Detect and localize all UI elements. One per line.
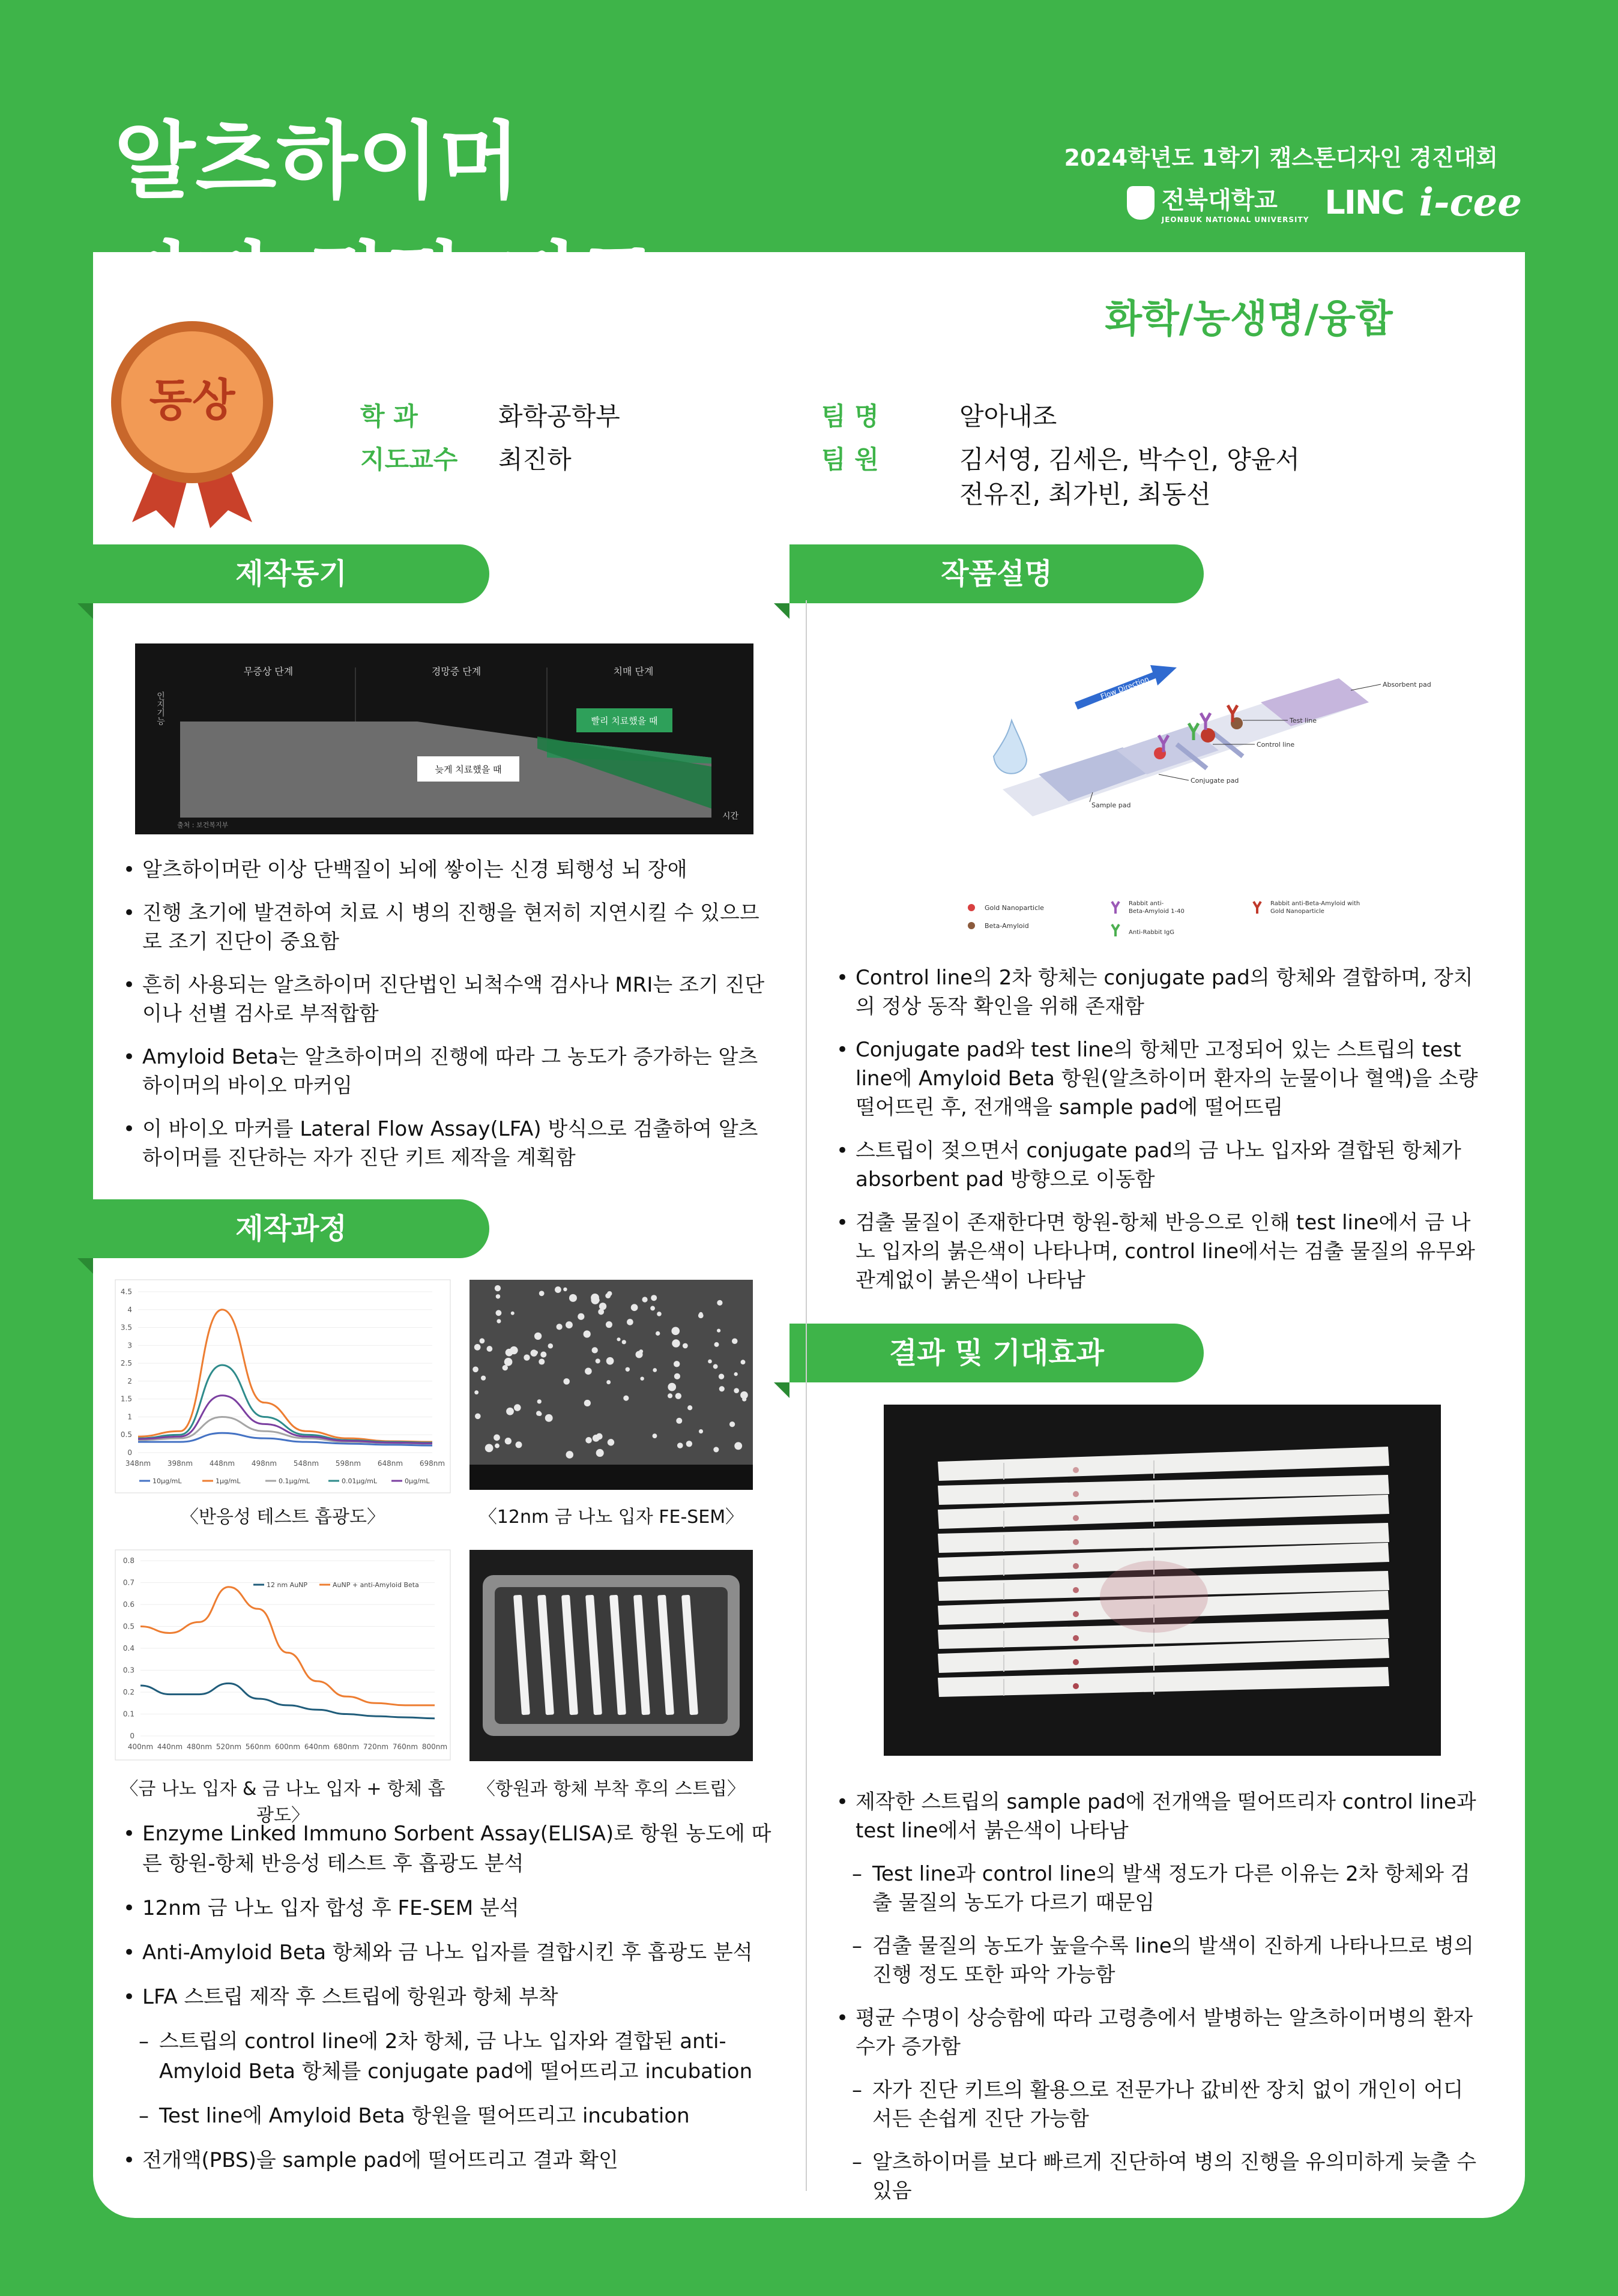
y-tick-label: 3 <box>127 1341 132 1350</box>
linc-logo: LINC <box>1324 184 1404 221</box>
sem-particle <box>626 1367 630 1372</box>
sem-particle <box>676 1418 682 1424</box>
description-list <box>836 963 1479 1309</box>
y-tick-label: 0.2 <box>122 1688 134 1696</box>
sem-particle <box>505 1438 512 1444</box>
anti-rabbit-igg-icon <box>1112 924 1119 936</box>
dept-value: 화학공학부 <box>498 402 620 431</box>
caption-absorbance: 〈반응성 테스트 흡광도〉 <box>181 1507 385 1528</box>
sem-particle <box>687 1405 692 1410</box>
sem-particle <box>734 1388 739 1393</box>
y-tick-label: 0 <box>127 1448 132 1457</box>
sem-particle <box>699 1429 703 1433</box>
caption-sem: 〈12nm 금 나노 입자 FE-SEM〉 <box>478 1507 744 1528</box>
absorbance-chart <box>115 1280 450 1493</box>
sem-particle <box>605 1293 611 1298</box>
sem-particle <box>495 1444 500 1448</box>
sem-particle <box>622 1340 626 1344</box>
caption-strips: 〈항원과 항체 부착 후의 스트립〉 <box>477 1779 745 1800</box>
sem-particle <box>741 1360 746 1364</box>
sem-particle <box>717 1300 722 1306</box>
members-label: 팀 원 <box>821 445 879 474</box>
sem-particle <box>606 1357 614 1365</box>
y-tick-label: 0.1 <box>122 1710 134 1719</box>
team-value: 알아내조 <box>959 402 1057 431</box>
list-sub-item: – 자가 진단 키트의 활용으로 전문가나 값비싼 장치 없이 개인이 어디서든 손쉽게 진단 가능함 <box>836 2076 1479 2133</box>
sem-particle <box>668 1393 672 1398</box>
strip-tray-photo <box>469 1550 753 1761</box>
sem-particle <box>674 1361 680 1367</box>
info-left <box>360 399 620 477</box>
legend-label: AuNP + anti-Amyloid Beta <box>333 1581 419 1589</box>
sem-particle <box>569 1294 577 1302</box>
sem-particle <box>506 1408 514 1415</box>
sem-particle <box>534 1351 538 1354</box>
bronze-medal-icon <box>96 318 288 534</box>
sem-particle <box>511 1312 515 1315</box>
x-tick-label: 800nm <box>421 1743 448 1751</box>
x-tick-label: 680nm <box>333 1743 360 1751</box>
sem-particle <box>608 1439 614 1445</box>
chart-source: 출처 : 보건복지부 <box>177 821 229 829</box>
logo-row <box>1127 180 1522 225</box>
sem-particle <box>686 1441 692 1447</box>
list-item: • LFA 스트립 제작 후 스트립에 항원과 항체 부착 <box>123 1982 783 2012</box>
sem-particle <box>557 1324 563 1330</box>
list-item: • 검출 물질이 존재한다면 항원-항체 반응으로 인해 test line에서 금 나노 입자의 붉은색이 나타나며, control line에서는 검출 물질의 유무와 관계없이 붉은색이 나타남 <box>836 1208 1479 1295</box>
early-treatment-label: 빨리 치료했을 때 <box>591 716 658 726</box>
sem-particle <box>584 1400 591 1406</box>
sem-particle <box>591 1294 599 1302</box>
sem-particle <box>674 1373 680 1379</box>
sem-particle <box>536 1411 541 1415</box>
sem-particle <box>545 1414 553 1422</box>
sem-particle <box>584 1330 591 1337</box>
sem-particle <box>475 1414 481 1420</box>
sem-particle <box>653 1433 657 1438</box>
title-line-1: 알츠하이머 <box>114 113 521 211</box>
gold-nanoparticle-icon <box>968 904 975 911</box>
sem-particle <box>593 1435 600 1442</box>
list-sub-item: – Test line과 control line의 발색 정도가 다른 이유는 2차 항체와 검출 물질의 농도가 다르기 때문임 <box>836 1860 1479 1917</box>
members-line-2: 전유진, 최가빈, 최동선 <box>959 480 1211 509</box>
list-sub-item: – Test line에 Amyloid Beta 항원을 떨어뜨리고 incubation <box>123 2101 783 2131</box>
sem-particle <box>585 1437 592 1444</box>
sem-particle <box>537 1399 542 1403</box>
list-item: • 평균 수명이 상승함에 따라 고령층에서 발병하는 알츠하이머병의 환자수가 증가함 <box>836 2004 1479 2061</box>
sem-particle <box>672 1339 680 1347</box>
sem-particle <box>539 1359 545 1365</box>
list-item: • 알츠하이머란 이상 단백질이 뇌에 쌓이는 신경 퇴행성 뇌 장애 <box>123 855 768 884</box>
list-item: • 스트립이 젖으면서 conjugate pad의 금 나노 입자와 결합된 항체가 absorbent pad 방향으로 이동함 <box>836 1136 1479 1194</box>
legend-antirabbit: Anti-Rabbit IgG <box>1129 929 1174 936</box>
sem-particle <box>698 1313 704 1318</box>
elisa-absorbance-chart <box>115 1550 450 1760</box>
legend-beta: Beta-Amyloid <box>985 922 1029 930</box>
sem-particle <box>539 1291 545 1296</box>
y-tick-label: 1.5 <box>120 1394 132 1403</box>
list-item: • 12nm 금 나노 입자 합성 후 FE-SEM 분석 <box>123 1893 783 1923</box>
sem-particle <box>653 1368 657 1372</box>
sem-particle <box>524 1354 530 1360</box>
list-sub-item: – 알츠하이머를 보다 빠르게 진단하여 병의 진행을 유의미하게 늦출 수 있음 <box>836 2148 1479 2205</box>
beta-amyloid-icon <box>968 922 975 929</box>
sem-particle <box>617 1337 620 1341</box>
control-line-label: Control line <box>1257 741 1295 749</box>
process-list <box>123 1819 783 2190</box>
sem-particle <box>640 1376 644 1380</box>
sem-particle <box>474 1344 481 1351</box>
x-tick-label: 448nm <box>209 1459 235 1468</box>
section-result: 결과 및 기대효과 <box>789 1324 1204 1382</box>
members-line-1: 김서영, 김세은, 박수인, 양윤서 <box>959 445 1300 474</box>
y-tick-label: 0.4 <box>122 1644 134 1653</box>
sem-particle <box>732 1338 738 1344</box>
x-tick-label: 480nm <box>186 1743 213 1751</box>
sem-particle <box>514 1404 521 1411</box>
y-tick-label: 4 <box>127 1305 132 1314</box>
sem-particle <box>719 1373 724 1379</box>
sem-particle <box>606 1380 611 1384</box>
stage-3: 치매 단계 <box>613 666 654 677</box>
column-divider <box>806 600 807 2191</box>
rabbit-antibody-icon <box>1112 902 1119 914</box>
x-tick-label: 398nm <box>167 1459 193 1468</box>
sem-particle <box>671 1327 680 1336</box>
control-line-dot <box>1073 1563 1079 1569</box>
sem-particle <box>650 1306 655 1311</box>
sem-particle <box>485 1444 494 1452</box>
stage-1: 무증상 단계 <box>243 666 294 677</box>
x-tick-label: 440nm <box>157 1743 183 1751</box>
x-tick-label: 498nm <box>251 1459 277 1468</box>
control-line-dot <box>1073 1515 1079 1521</box>
control-line-dot <box>1073 1635 1079 1641</box>
sem-particle <box>729 1421 735 1427</box>
sem-particle <box>548 1343 554 1349</box>
x-tick-label: 348nm <box>125 1459 151 1468</box>
y-tick-label: 2 <box>127 1376 132 1385</box>
award-label: 동상 <box>149 375 235 426</box>
sem-particle <box>596 1358 600 1363</box>
jbnu-seal-icon <box>1127 186 1155 220</box>
sem-particle <box>555 1286 561 1293</box>
x-tick-label: 600nm <box>274 1743 301 1751</box>
sem-particle <box>566 1321 573 1328</box>
x-tick-label: 720nm <box>363 1743 389 1751</box>
caption-elisa: 〈금 나노 입자 & 금 나노 입자 + 항체 흡광도〉 <box>120 1779 445 1826</box>
section-motivation: 제작동기 <box>93 544 489 603</box>
advisor-label: 지도교수 <box>360 445 458 474</box>
sem-particle <box>642 1297 647 1302</box>
sem-particle <box>742 1397 746 1401</box>
sem-particle <box>599 1303 606 1310</box>
sem-particle <box>734 1372 738 1376</box>
sem-particle <box>472 1366 478 1372</box>
y-tick-label: 0.5 <box>122 1622 134 1631</box>
info-right <box>821 399 1300 512</box>
list-sub-item: – 검출 물질의 농도가 높을수록 line의 발색이 진하게 나타나므로 병의 진행 정도 또한 파악 가능함 <box>836 1932 1479 1989</box>
control-line-dot <box>1073 1683 1079 1689</box>
sem-particle <box>596 1449 604 1457</box>
legend-rabbit-2: Beta-Amyloid 1-40 <box>1129 908 1185 915</box>
y-tick-label: 0.5 <box>120 1430 132 1439</box>
sem-particle <box>495 1310 501 1316</box>
y-tick-label: 2.5 <box>120 1359 132 1368</box>
section-process: 제작과정 <box>93 1199 489 1258</box>
y-tick-label: 1 <box>127 1412 132 1421</box>
sem-particle <box>566 1451 574 1459</box>
absorbent-pad-label: Absorbent pad <box>1383 681 1431 688</box>
y-tick-label: 0 <box>130 1732 134 1740</box>
control-line-dot <box>1073 1611 1079 1617</box>
x-tick-label: 698nm <box>419 1459 445 1468</box>
sem-particle <box>639 1349 643 1354</box>
y-tick-label: 0.3 <box>122 1666 134 1675</box>
sem-particle <box>675 1393 681 1399</box>
result-strips-photo <box>884 1405 1441 1756</box>
legend-label: 1μg/mL <box>216 1477 241 1485</box>
y-tick-label: 0.7 <box>122 1578 134 1587</box>
sem-particle <box>504 1358 513 1366</box>
sem-particle <box>479 1338 484 1343</box>
control-line-dot <box>1073 1491 1079 1497</box>
legend-gold-ab-1: Rabbit anti-Beta-Amyloid with <box>1270 900 1360 907</box>
legend-label: 12 nm AuNP <box>267 1581 308 1589</box>
sem-particle <box>717 1329 720 1333</box>
sem-particle <box>578 1313 584 1320</box>
gold-antibody-icon <box>1254 902 1261 914</box>
sem-particle <box>494 1435 500 1441</box>
sem-particle <box>708 1360 712 1364</box>
sem-particle <box>481 1376 486 1381</box>
x-tick-label: 648nm <box>377 1459 403 1468</box>
sem-particle <box>598 1309 604 1315</box>
control-line-dot <box>1073 1587 1079 1593</box>
list-item: • 진행 초기에 발견하여 치료 시 병의 진행을 현저히 지연시킬 수 있으므로 조기 진단이 중요함 <box>123 899 768 956</box>
category-label: 화학/농생명/융합 <box>1105 297 1393 342</box>
sem-particle <box>651 1295 657 1301</box>
icee-logo: i-cee <box>1419 180 1522 225</box>
flow-direction-label: Flow Direction <box>1099 675 1150 701</box>
x-tick-label: 520nm <box>216 1743 242 1751</box>
x-axis-label: 시간 <box>722 812 739 821</box>
legend-gold-ab-2: Gold Nanoparticle <box>1270 908 1324 915</box>
stage-2: 경망증 단계 <box>431 666 481 677</box>
sem-particle <box>714 1342 719 1347</box>
x-tick-label: 640nm <box>304 1743 330 1751</box>
sem-particle <box>713 1447 719 1452</box>
sem-particle <box>474 1390 478 1394</box>
jbnu-logo-sub: JEONBUK NATIONAL UNIVERSITY <box>1161 215 1309 224</box>
sem-particle <box>563 1378 570 1385</box>
control-line-dot <box>1073 1539 1079 1545</box>
sem-image <box>469 1280 753 1490</box>
control-line-dot <box>1073 1659 1079 1665</box>
conjugate-pad-label: Conjugate pad <box>1191 777 1239 785</box>
list-item: • Control line의 2차 항체는 conjugate pad의 항체와 결합하며, 장치의 정상 동작 확인을 위해 존재함 <box>836 963 1479 1021</box>
sem-particle <box>510 1346 518 1354</box>
legend-label: 0.01μg/mL <box>342 1477 378 1485</box>
x-tick-label: 400nm <box>127 1743 154 1751</box>
list-item: • Anti-Amyloid Beta 항체와 금 나노 입자를 결합시킨 후 흡광도 분석 <box>123 1938 783 1968</box>
legend-label: 0μg/mL <box>405 1477 430 1485</box>
sem-particle <box>713 1364 718 1369</box>
sem-particle <box>631 1304 638 1311</box>
y-tick-label: 0.8 <box>122 1556 134 1565</box>
stain <box>1100 1561 1208 1633</box>
sem-particle <box>496 1294 500 1298</box>
list-item: • Amyloid Beta는 알츠하이머의 진행에 따라 그 농도가 증가하는 알츠하이머의 바이오 마커임 <box>123 1043 768 1100</box>
x-tick-label: 560nm <box>245 1743 271 1751</box>
sem-particle <box>585 1368 592 1375</box>
sem-particle <box>592 1347 598 1353</box>
jbnu-logo-text: 전북대학교 <box>1161 187 1278 214</box>
sem-particle <box>668 1383 676 1391</box>
y-tick-label: 4.5 <box>120 1288 132 1296</box>
sem-particle <box>623 1396 629 1401</box>
list-item: • 제작한 스트립의 sample pad에 전개액을 떨어뜨리자 control line과 test line에서 붉은색이 나타남 <box>836 1788 1479 1845</box>
sem-particle <box>497 1319 501 1324</box>
x-tick-label: 598nm <box>335 1459 361 1468</box>
legend-label: 0.1μg/mL <box>279 1477 310 1485</box>
result-list <box>836 1788 1479 2220</box>
x-tick-label: 760nm <box>392 1743 418 1751</box>
disease-stage-chart <box>135 643 753 834</box>
sem-particle <box>487 1346 493 1352</box>
sem-particle <box>563 1288 567 1291</box>
list-item: • 이 바이오 마커를 Lateral Flow Assay(LFA) 방식으로 검출하여 알츠하이머를 진단하는 자가 진단 키트 제작을 계획함 <box>123 1115 768 1172</box>
list-item: • Conjugate pad와 test line의 항체만 고정되어 있는 스트립의 test line에 Amyloid Beta 항원(알츠하이머 환자의 눈물이나 혈액)을 소량 떨어뜨린 후, 전개액을 sample pad에 떨어뜨림 <box>836 1035 1479 1122</box>
sem-particle <box>534 1333 542 1340</box>
list-sub-item: – 스트립의 control line에 2차 항체, 금 나노 입자와 결합된 anti-Amyloid Beta 항체를 conjugate pad에 떨어뜨리고 incubation <box>123 2026 783 2087</box>
list-item: • 전개액(PBS)을 sample pad에 떨어뜨리고 결과 확인 <box>123 2145 783 2175</box>
x-tick-label: 548nm <box>293 1459 319 1468</box>
sem-particle <box>657 1312 662 1316</box>
legend-label: 10μg/mL <box>152 1477 182 1485</box>
test-line-label: Test line <box>1290 717 1317 725</box>
late-treatment-label: 늦게 치료했을 때 <box>435 764 502 775</box>
sem-particle <box>734 1442 742 1450</box>
y-tick-label: 0.6 <box>122 1600 134 1609</box>
sem-particle <box>683 1343 688 1349</box>
y-axis-label: 인지기능 <box>155 692 165 725</box>
section-description: 작품설명 <box>789 544 1204 603</box>
jbnu-logo <box>1127 181 1309 224</box>
sem-particle <box>540 1352 546 1358</box>
y-tick-label: 3.5 <box>120 1323 132 1332</box>
legend-rabbit-1: Rabbit anti- <box>1129 900 1164 907</box>
sem-particle <box>627 1319 633 1325</box>
sem-particle <box>503 1365 508 1370</box>
lfa-strip-diagram <box>961 636 1431 948</box>
sem-particle <box>677 1442 683 1448</box>
contest-name: 2024학년도 1학기 캡스톤디자인 경진대회 <box>1064 145 1498 171</box>
sem-particle <box>495 1285 501 1291</box>
dept-label: 학 과 <box>360 402 418 431</box>
list-item: • Enzyme Linked Immuno Sorbent Assay(ELISA)로 항원 농도에 따른 항원-항체 반응성 테스트 후 흡광도 분석 <box>123 1819 783 1879</box>
sem-particle <box>516 1441 522 1448</box>
sem-particle <box>719 1386 725 1391</box>
sample-pad-label: Sample pad <box>1091 801 1131 809</box>
motivation-list <box>123 855 768 1187</box>
control-line-dot <box>1073 1467 1079 1473</box>
sem-particle <box>606 1321 612 1328</box>
advisor-value: 최진하 <box>498 445 572 474</box>
team-label: 팀 명 <box>821 402 879 431</box>
list-item: • 흔히 사용되는 알츠하이머 진단법인 뇌척수액 검사나 MRI는 조기 진단이나 선별 검사로 부적합함 <box>123 971 768 1028</box>
legend-gold: Gold Nanoparticle <box>985 904 1044 912</box>
sem-particle <box>656 1331 660 1336</box>
